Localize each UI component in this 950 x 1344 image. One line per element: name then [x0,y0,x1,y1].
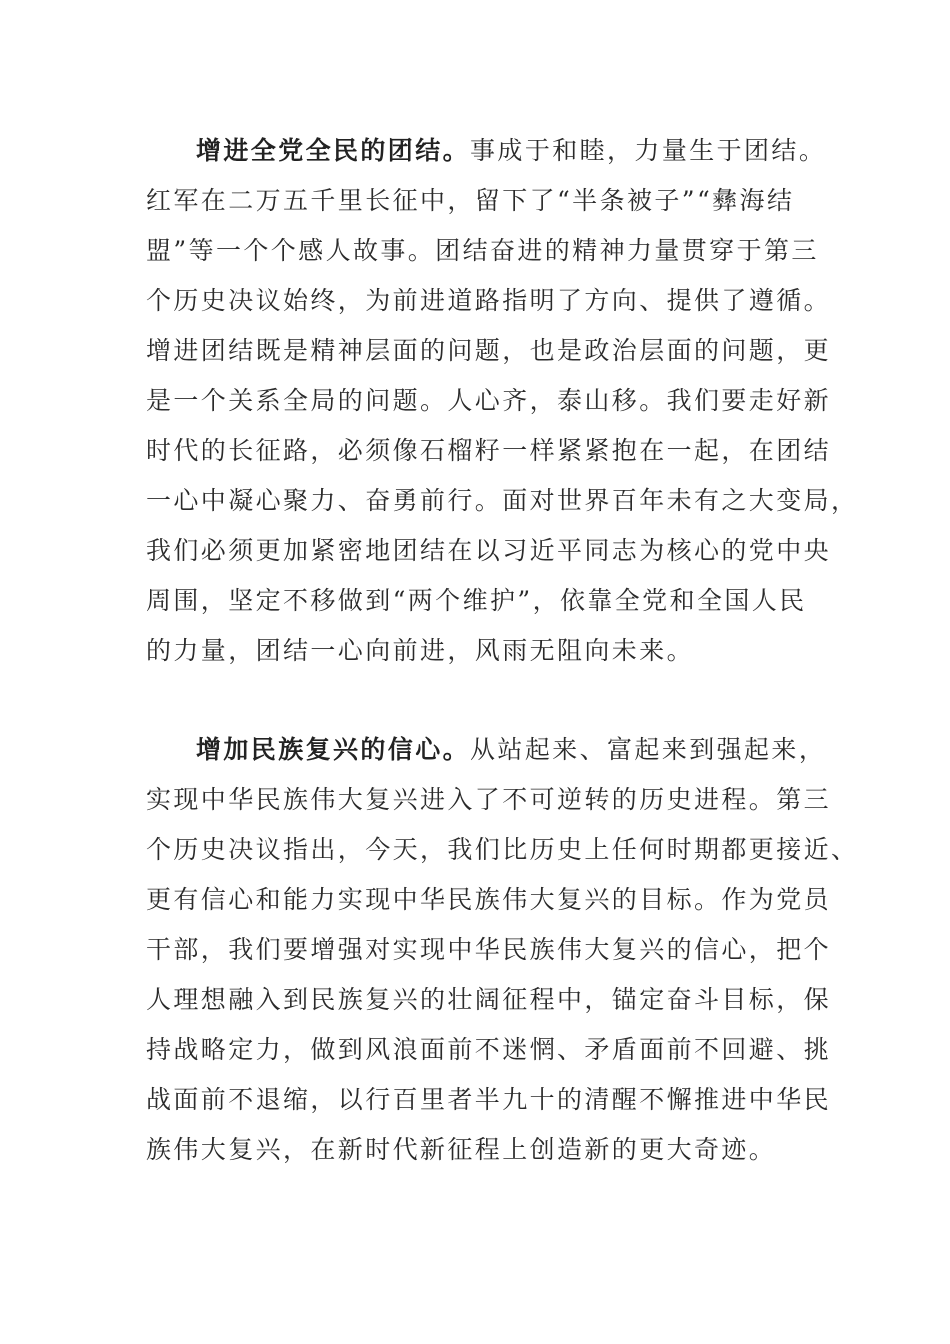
paragraph-line: 个历史决议始终，为前进道路指明了方向、提供了遵循。 [146,286,832,315]
paragraph-first-line [196,735,826,765]
paragraph-line: 个历史决议指出，今天，我们比历史上任何时期都更接近、 [146,835,859,864]
paragraph-line: 盟”等一个个感人故事。团结奋进的精神力量贯穿于第三 [146,236,819,265]
paragraph-text: 从站起来、富起来到强起来， [470,735,827,764]
paragraph-line: 周围，坚定不移做到“两个维护”，依靠全党和全国人民 [146,586,807,615]
paragraph-line: 时代的长征路，必须像石榴籽一样紧紧抱在一起，在团结 [146,436,832,465]
paragraph-heading: 增加民族复兴的信心。 [196,735,471,764]
paragraph-line: 一心中凝心聚力、奋勇前行。面对世界百年未有之大变局， [146,486,859,515]
paragraph-line: 我们必须更加紧密地团结在以习近平同志为核心的党中央 [146,536,832,565]
paragraph-line: 的力量，团结一心向前进，风雨无阻向未来。 [146,636,695,665]
paragraph-first-line [196,136,826,166]
paragraph-heading: 增进全党全民的团结。 [196,136,471,165]
paragraph-line: 实现中华民族伟大复兴进入了不可逆转的历史进程。第三 [146,785,832,814]
paragraph-line: 持战略定力，做到风浪面前不迷惘、矛盾面前不回避、挑 [146,1035,832,1064]
paragraph-line: 是一个关系全局的问题。人心齐，泰山移。我们要走好新 [146,386,832,415]
paragraph-line: 增进团结既是精神层面的问题，也是政治层面的问题，更 [146,336,832,365]
paragraph-line: 红军在二万五千里长征中，留下了“半条被子”“彝海结 [146,186,795,215]
paragraph-line: 族伟大复兴，在新时代新征程上创造新的更大奇迹。 [146,1135,777,1164]
paragraph-line: 更有信心和能力实现中华民族伟大复兴的目标。作为党员 [146,885,832,914]
paragraph-line: 人理想融入到民族复兴的壮阔征程中，锚定奋斗目标，保 [146,985,832,1014]
paragraph-text: 事成于和睦，力量生于团结。 [470,136,827,165]
paragraph-line: 战面前不退缩，以行百里者半九十的清醒不懈推进中华民 [146,1085,832,1114]
paragraph-line: 干部，我们要增强对实现中华民族伟大复兴的信心，把个 [146,935,832,964]
